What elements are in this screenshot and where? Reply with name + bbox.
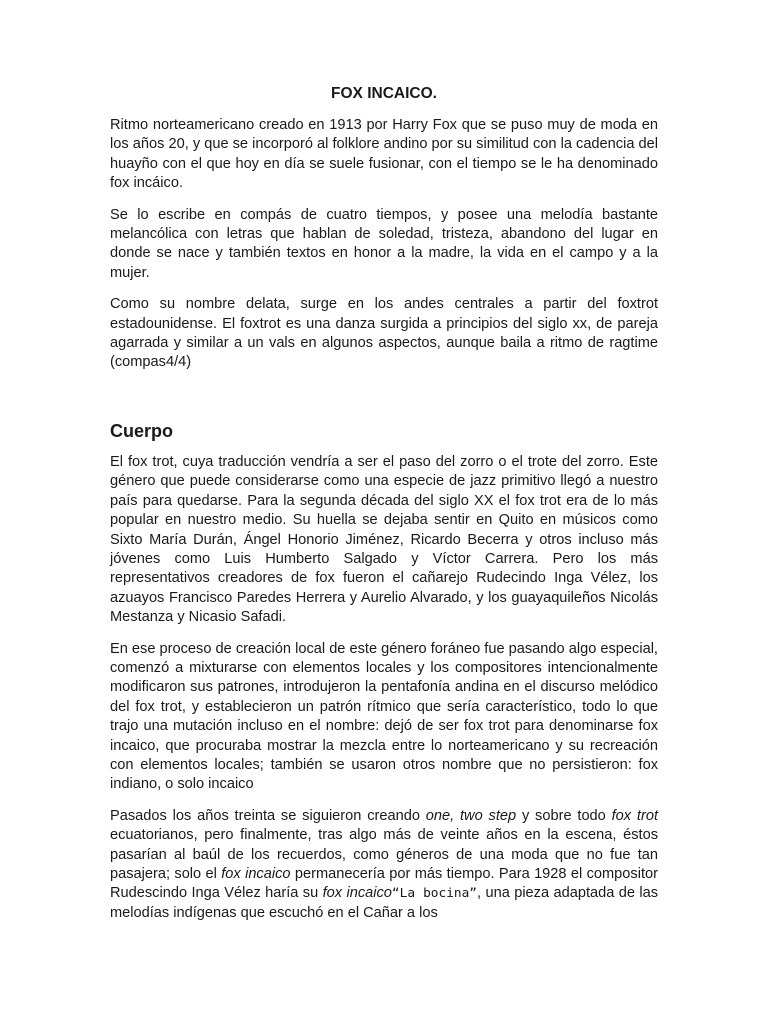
intro-paragraph-3: Como su nombre delata, surge en los andes centrales a partir del foxtrot estadounidense. El foxtrot es una danza surgida a principios del siglo xx, de pareja agarrada y similar a un vals en algunos aspectos, aunque baila a ritmo de ragtime (compas4/4) xyxy=(110,296,658,371)
italic-run: fox incaico xyxy=(322,885,392,902)
text-run: y sobre todo xyxy=(516,807,612,824)
text-run: ecuatorianos, pero finalmente, tras algo más de veinte años en la escena, éstos pasarían al baúl de los recuerdos, como géneros de una moda que no fue tan pasajera; solo el xyxy=(110,827,658,882)
section-heading: Cuerpo xyxy=(110,420,173,441)
body-paragraph-2: En ese proceso de creación local de este género foráneo fue pasando algo especial, comenzó a mixturarse con elementos locales y los compositores intencionalmente modificaron sus patrones, introdujeron la pentafonía andina en el discurso melódico del fox trot, y establecieron un patrón rítmico que sería característico, todo lo que trajo una mutación incluso en el nombre: dejó de ser fox trot para denominarse fox incaico, que procuraba mostrar la mezcla entre lo norteamericano y su recreación con elementos locales; también se usaron otros nombre que no persistieron: fox indiano, o solo incaico xyxy=(110,640,658,793)
document-title: FOX INCAICO. xyxy=(331,85,437,102)
intro-paragraph-2: Se lo escribe en compás de cuatro tiempos, y posee una melodía bastante melancólica con letras que hablan de soledad, tristeza, abandono del lugar en donde se nace y también textos en honor a la madre, la vida en el campo y a la mujer. xyxy=(110,206,658,281)
intro-paragraph-1: Ritmo norteamericano creado en 1913 por Harry Fox que se puso muy de moda en los años 20, y que se incorporó al folklore andino por su similitud con la cadencia del huayño con el que hoy en día se suele fusionar, con el tiempo se le ha denominado fox incáico. xyxy=(110,117,658,192)
body-paragraph-1: El fox trot, cuya traducción vendría a ser el paso del zorro o el trote del zorro. Este género que puede considerarse como una especie de jazz primitivo llegó a nuestro país para quedarse. Para la segunda década del siglo XX el fox trot era de lo más popular en nuestro medio. Su huella se dejaba sentir en Quito en músicos como Sixto María Durán, Ángel Honorio Jiménez, Ricardo Becerra y otros incluso más jóvenes como Luis Humberto Salgado y Víctor Carrera. Pero los más representativos creadores de fox fueron el cañarejo Rudecindo Inga Vélez, los azuayos Francisco Paredes Herrera y Aurelio Alvarado, y los guayaquileños Nicolás Mestanza y Nicasio Safadi. xyxy=(110,453,658,626)
italic-run: one, two step xyxy=(425,807,517,824)
song-title-run: “La bocina” xyxy=(391,886,478,902)
text-run: permanecería por más tiempo. Para 1928 el compositor Rudescindo Inga Vélez haría su xyxy=(110,866,658,902)
italic-run: fox incaico xyxy=(221,866,291,882)
italic-run: fox trot xyxy=(611,807,658,824)
text-run: Pasados los años treinta se siguieron creando xyxy=(110,807,426,824)
body-paragraph-3 xyxy=(110,807,658,923)
text-run: , una pieza adaptada de las melodías indígenas que escuchó en el Cañar a los xyxy=(110,885,659,921)
document-page xyxy=(110,84,658,935)
